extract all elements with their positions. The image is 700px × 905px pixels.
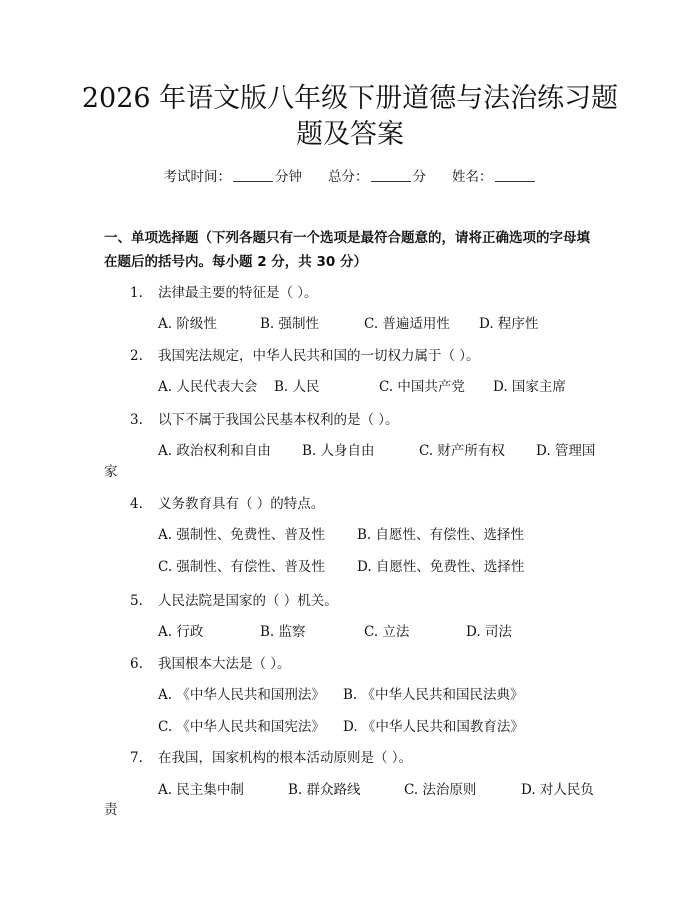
option-c: C. 普遍适用性	[364, 316, 450, 332]
option-b: B. 强制性	[260, 316, 320, 332]
section-heading: 一、单项选择题（下列各题只有一个选项是最符合题意的，请将正确选项的字母填在题后的括号内。每小题 2 分，共 30 分）	[104, 230, 590, 270]
option-d: D. 国家主席	[493, 379, 566, 395]
question-text: 我国宪法规定，中华人民共和国的一切权力属于（ ）。	[158, 348, 480, 364]
option-a: A. 行政	[158, 624, 204, 640]
question-text: 我国根本大法是（ ）。	[158, 656, 291, 672]
score-label: 总分：	[328, 169, 369, 185]
name-blank	[495, 169, 535, 182]
question-3	[130, 410, 399, 430]
option-b: B. 《中华人民共和国民法典》	[343, 687, 524, 703]
question-number: 2.	[130, 348, 143, 364]
option-b: B. 群众路线	[288, 782, 361, 798]
option-b: B. 人民	[274, 379, 320, 395]
option-d: D. 程序性	[479, 316, 539, 332]
score-blank	[371, 169, 411, 182]
option-d: D. 管理国	[536, 443, 596, 459]
question-text: 以下不属于我国公民基本权利的是（ ）。	[158, 412, 399, 428]
option-b: B. 监察	[260, 624, 306, 640]
option-b: B. 人身自由	[302, 443, 375, 459]
option-d: D. 对人民负	[521, 782, 594, 798]
option-a: A. 阶级性	[158, 316, 217, 332]
name-label: 姓名：	[452, 169, 493, 185]
option-d: D. 自愿性、免费性、选择性	[357, 559, 525, 575]
time-label: 考试时间：	[163, 169, 231, 185]
question-number: 6.	[130, 656, 143, 672]
question-number: 4.	[130, 496, 143, 512]
question-1	[130, 283, 318, 303]
question-number: 7.	[130, 750, 143, 766]
option-a: A. 强制性、免费性、普及性	[158, 527, 325, 543]
option-a: A. 政治权利和自由	[158, 443, 271, 459]
question-6	[130, 654, 291, 674]
document-title-line1: 2026 年语文版八年级下册道德与法治练习题	[81, 83, 619, 114]
exam-info	[0, 167, 700, 187]
option-a: A. 民主集中制	[158, 782, 244, 798]
option-c: C. 《中华人民共和国宪法》	[158, 719, 325, 735]
question-text: 法律最主要的特征是（ ）。	[158, 285, 318, 301]
option-b: B. 自愿性、有偿性、选择性	[357, 527, 525, 543]
option-d: D. 司法	[466, 624, 512, 640]
option-c: C. 立法	[364, 624, 410, 640]
option-d: D. 《中华人民共和国教育法》	[343, 719, 524, 735]
time-blank	[233, 169, 273, 182]
option-c: C. 中国共产党	[379, 379, 465, 395]
option-c: C. 法治原则	[404, 782, 477, 798]
question-2	[130, 346, 480, 366]
question-4	[130, 494, 324, 514]
question-text: 在我国，国家机构的根本活动原则是（ ）。	[158, 750, 413, 766]
option-c: C. 强制性、有偿性、普及性	[158, 559, 325, 575]
score-unit: 分	[412, 169, 426, 185]
option-c: C. 财产所有权	[419, 443, 505, 459]
question-text: 人民法院是国家的（ ）机关。	[158, 593, 338, 609]
question-number: 3.	[130, 412, 143, 428]
question-number: 5.	[130, 593, 143, 609]
question-7-option-d-wrap: 责	[104, 802, 118, 818]
document-title-line2: 题及答案	[296, 119, 404, 150]
option-a: A. 《中华人民共和国刑法》	[158, 687, 325, 703]
question-7	[130, 748, 412, 768]
question-number: 1.	[130, 285, 143, 301]
question-5	[130, 591, 338, 611]
question-text: 义务教育具有（ ）的特点。	[158, 496, 325, 512]
question-3-option-d-wrap: 家	[104, 464, 118, 480]
option-a: A. 人民代表大会	[158, 379, 258, 395]
time-unit: 分钟	[275, 169, 302, 185]
